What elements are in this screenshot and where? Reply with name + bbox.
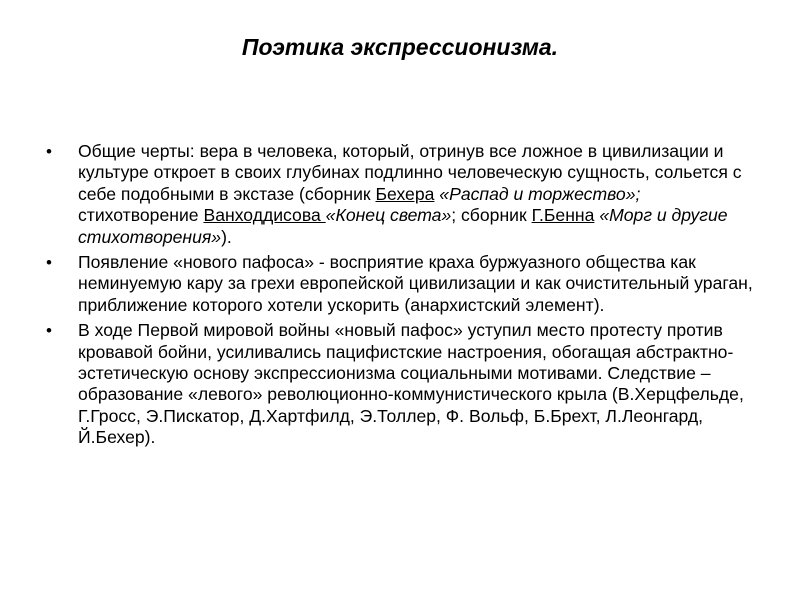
bullet-list — [46, 141, 758, 453]
author-link-benn[interactable]: Г.Бенна — [531, 205, 595, 226]
slide-title: Поэтика экспрессионизма. — [241, 34, 559, 60]
bullet-item-general-traits: • Общие черты: вера в человека, который, отринув все ложное в цивилизации и культуре откроет в своих глубинах подлинно человеческую сущность, сольется с себе подобными в экстазе (сборник Бехера «Распад и торжество»; стихотворение Ванходдисова «Конец света»; сборник Г.Бенна «Морг и другие стихотворения»). — [46, 141, 742, 247]
bullet-text: В ходе Первой мировой войны «новый пафос» уступил место протесту против кровавой бойни, усиливались пацифистские настроения, обогащая абстрактно-эстетическую основу экспрессионизма социальными мотивами. Следствие – образование «левого» революционно-коммунистического крыла (В.Херцфельде, Г.Гросс, Э.Пискатор, Д.Хартфилд, Э.Толлер, Ф. Вольф, Б.Брехт, Л.Леонгард, Й.Бехер). — [78, 320, 744, 448]
bullet-text: Общие черты: вера в человека, который, отринув все ложное в цивилизации и культуре откроет в своих глубинах подлинно человеческую сущность, сольется с себе подобными в экстазе (сборник — [78, 141, 742, 204]
bullet-item-new-pathos — [46, 252, 758, 316]
bullet-icon: • — [46, 321, 52, 341]
author-link-becher[interactable]: Бехера — [375, 183, 435, 204]
author-link-vanhoddis[interactable]: Ванходдисова — [203, 205, 326, 226]
work-title-raspad: «Распад и торжество»; — [439, 183, 641, 204]
bullet-icon: • — [46, 253, 52, 273]
bullet-text: Появление «нового пафоса» - восприятие краха буржуазного общества как неминуемую кару за грехи европейской цивилизации и как очистительный ураган, приближение которого хотели ускорить (анархистский элемент). — [78, 252, 753, 315]
work-title-morg: «Морг и другие стихотворения» — [78, 205, 728, 247]
bullet-icon: • — [46, 142, 52, 161]
bullet-item-world-war — [46, 320, 758, 448]
work-title-konets-sveta: «Конец света» — [325, 205, 452, 226]
